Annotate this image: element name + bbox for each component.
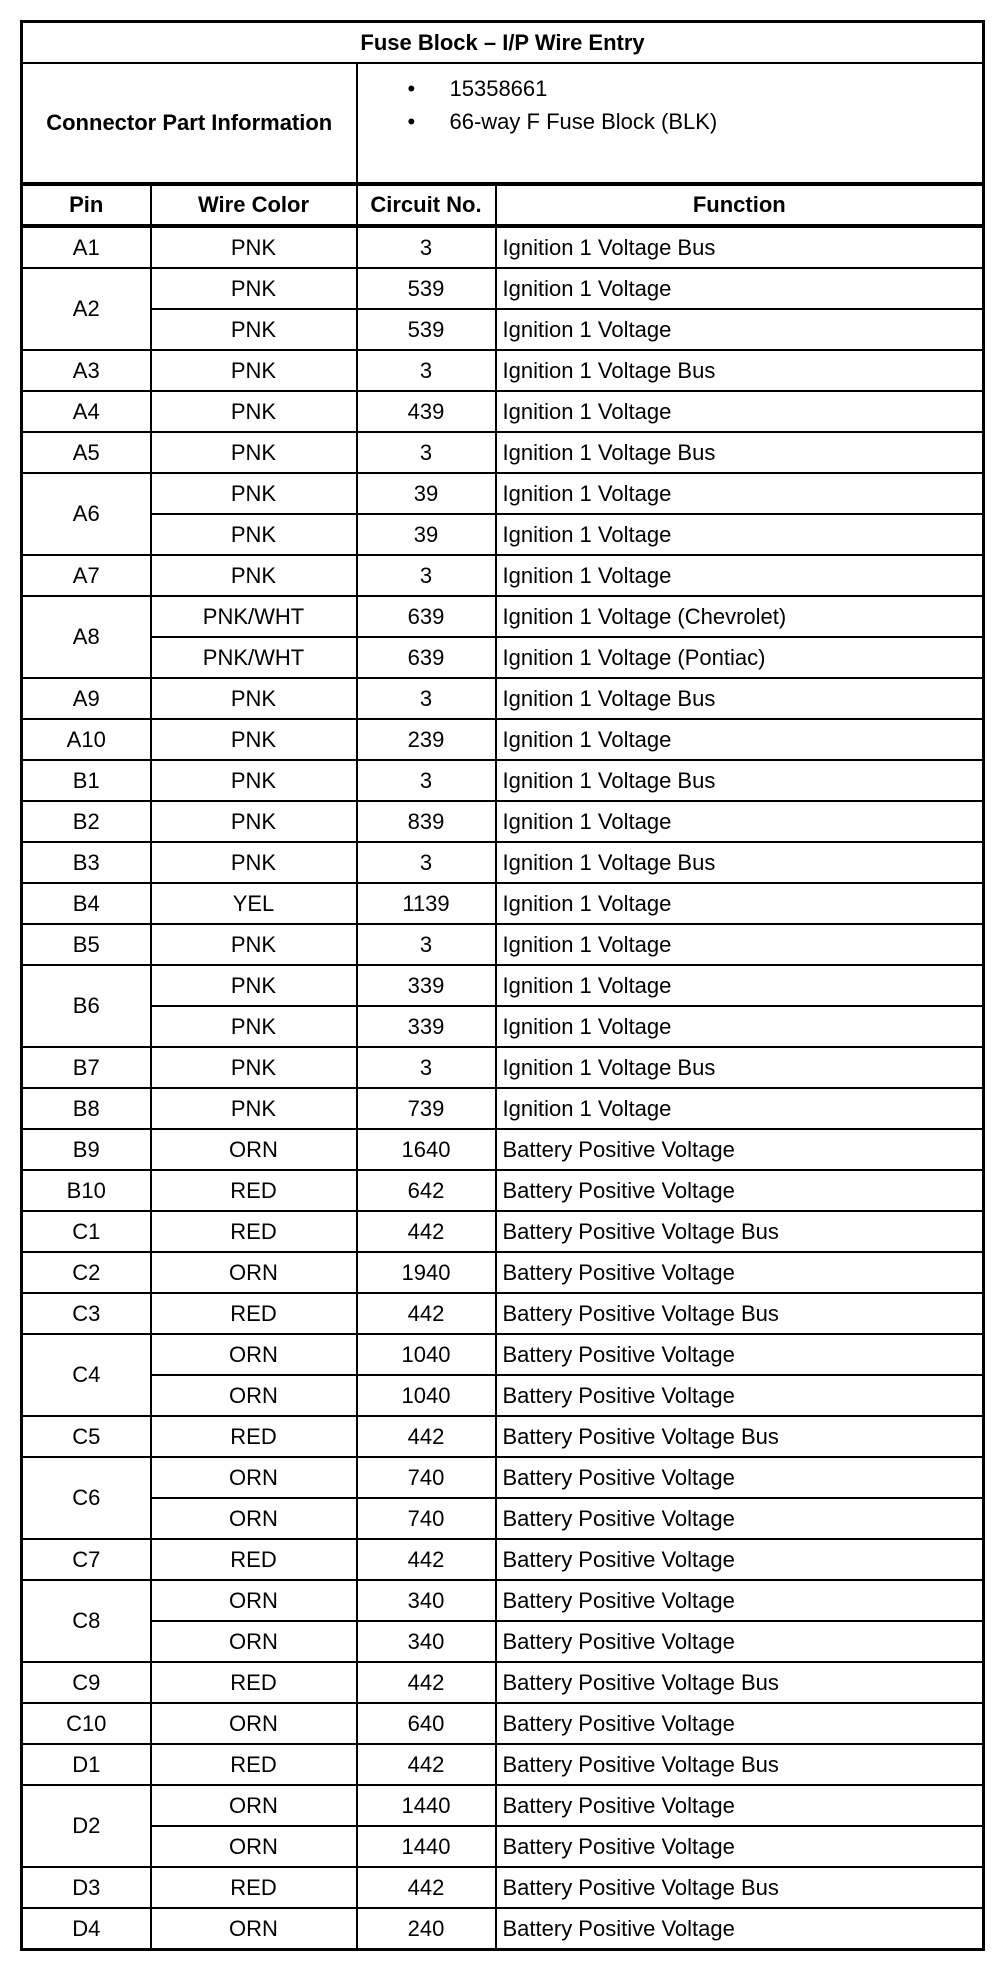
- table-row: [22, 1088, 984, 1129]
- wire-color-cell: PNK: [151, 1006, 357, 1047]
- function-cell: Battery Positive Voltage Bus: [496, 1416, 984, 1457]
- table-row: [22, 1785, 984, 1826]
- circuit-number-cell: 739: [357, 1088, 496, 1129]
- table-row: [22, 801, 984, 842]
- table-row: [22, 432, 984, 473]
- function-cell: Battery Positive Voltage: [496, 1252, 984, 1293]
- function-cell: Battery Positive Voltage: [496, 1908, 984, 1950]
- wire-color-cell: PNK: [151, 678, 357, 719]
- table-row: [22, 760, 984, 801]
- circuit-number-cell: 442: [357, 1416, 496, 1457]
- table-row: [22, 924, 984, 965]
- wire-color-cell: PNK: [151, 350, 357, 391]
- circuit-number-cell: 3: [357, 842, 496, 883]
- table-row: [22, 1416, 984, 1457]
- pin-cell: D4: [22, 1908, 151, 1950]
- circuit-number-cell: 639: [357, 637, 496, 678]
- circuit-number-cell: 340: [357, 1580, 496, 1621]
- pin-cell: C7: [22, 1539, 151, 1580]
- function-cell: Ignition 1 Voltage (Chevrolet): [496, 596, 984, 637]
- function-cell: Ignition 1 Voltage: [496, 965, 984, 1006]
- wire-color-cell: ORN: [151, 1703, 357, 1744]
- table-row: [22, 637, 984, 678]
- function-cell: Ignition 1 Voltage: [496, 309, 984, 350]
- circuit-number-cell: 240: [357, 1908, 496, 1950]
- table-row: [22, 883, 984, 924]
- circuit-number-cell: 740: [357, 1457, 496, 1498]
- pin-cell: A7: [22, 555, 151, 596]
- column-header-circuit-no: Circuit No.: [357, 184, 496, 226]
- function-cell: Ignition 1 Voltage Bus: [496, 1047, 984, 1088]
- column-header-function: Function: [496, 184, 984, 226]
- circuit-number-cell: 3: [357, 350, 496, 391]
- circuit-number-cell: 1040: [357, 1334, 496, 1375]
- function-cell: Ignition 1 Voltage Bus: [496, 842, 984, 883]
- circuit-number-cell: 3: [357, 924, 496, 965]
- pin-cell: C10: [22, 1703, 151, 1744]
- wire-color-cell: PNK: [151, 555, 357, 596]
- table-row: [22, 1703, 984, 1744]
- pin-cell: A6: [22, 473, 151, 555]
- function-cell: Ignition 1 Voltage: [496, 391, 984, 432]
- circuit-number-cell: 1040: [357, 1375, 496, 1416]
- function-cell: Ignition 1 Voltage: [496, 1088, 984, 1129]
- table-row: [22, 1662, 984, 1703]
- function-cell: Battery Positive Voltage: [496, 1703, 984, 1744]
- circuit-number-cell: 1440: [357, 1826, 496, 1867]
- table-row: [22, 309, 984, 350]
- pin-cell: B1: [22, 760, 151, 801]
- wire-color-cell: PNK: [151, 226, 357, 268]
- function-cell: Battery Positive Voltage Bus: [496, 1211, 984, 1252]
- wire-color-cell: ORN: [151, 1621, 357, 1662]
- pin-cell: C3: [22, 1293, 151, 1334]
- circuit-number-cell: 1940: [357, 1252, 496, 1293]
- function-cell: Battery Positive Voltage Bus: [496, 1293, 984, 1334]
- table-row: [22, 678, 984, 719]
- function-cell: Ignition 1 Voltage: [496, 473, 984, 514]
- table-row: [22, 1047, 984, 1088]
- function-cell: Ignition 1 Voltage Bus: [496, 226, 984, 268]
- circuit-number-cell: 442: [357, 1211, 496, 1252]
- circuit-number-cell: 740: [357, 1498, 496, 1539]
- table-row: [22, 1252, 984, 1293]
- table-row: [22, 1170, 984, 1211]
- wire-color-cell: PNK: [151, 760, 357, 801]
- pin-cell: B4: [22, 883, 151, 924]
- circuit-number-cell: 3: [357, 678, 496, 719]
- pin-cell: A4: [22, 391, 151, 432]
- circuit-number-cell: 439: [357, 391, 496, 432]
- pin-cell: A2: [22, 268, 151, 350]
- pin-cell: A10: [22, 719, 151, 760]
- table-row: [22, 1457, 984, 1498]
- wire-color-cell: PNK: [151, 1088, 357, 1129]
- wire-color-cell: RED: [151, 1211, 357, 1252]
- title-row: [22, 22, 984, 64]
- wire-color-cell: ORN: [151, 1498, 357, 1539]
- connector-info-list: [358, 72, 983, 138]
- connector-part-number: • 15358661: [408, 72, 983, 105]
- fuse-block-table: [20, 20, 985, 1951]
- function-cell: Ignition 1 Voltage Bus: [496, 432, 984, 473]
- circuit-number-cell: 442: [357, 1744, 496, 1785]
- wire-color-cell: PNK: [151, 719, 357, 760]
- function-cell: Battery Positive Voltage: [496, 1580, 984, 1621]
- wire-color-cell: ORN: [151, 1826, 357, 1867]
- table-row: [22, 596, 984, 637]
- circuit-number-cell: 39: [357, 473, 496, 514]
- circuit-number-cell: 1640: [357, 1129, 496, 1170]
- connector-description: • 66-way F Fuse Block (BLK): [408, 105, 983, 138]
- wire-color-cell: PNK: [151, 514, 357, 555]
- wire-color-cell: RED: [151, 1662, 357, 1703]
- pin-cell: A8: [22, 596, 151, 678]
- function-cell: Ignition 1 Voltage Bus: [496, 350, 984, 391]
- function-cell: Battery Positive Voltage: [496, 1621, 984, 1662]
- wire-color-cell: RED: [151, 1293, 357, 1334]
- circuit-number-cell: 239: [357, 719, 496, 760]
- circuit-number-cell: 3: [357, 1047, 496, 1088]
- function-cell: Ignition 1 Voltage: [496, 514, 984, 555]
- function-cell: Ignition 1 Voltage: [496, 719, 984, 760]
- table-row: [22, 719, 984, 760]
- table-row: [22, 1744, 984, 1785]
- circuit-number-cell: 839: [357, 801, 496, 842]
- function-cell: Battery Positive Voltage: [496, 1785, 984, 1826]
- wire-color-cell: PNK: [151, 924, 357, 965]
- pin-cell: A9: [22, 678, 151, 719]
- wire-color-cell: RED: [151, 1867, 357, 1908]
- wire-color-cell: PNK/WHT: [151, 637, 357, 678]
- table-row: [22, 1293, 984, 1334]
- circuit-number-cell: 1440: [357, 1785, 496, 1826]
- table-row: [22, 391, 984, 432]
- wire-color-cell: ORN: [151, 1785, 357, 1826]
- wire-color-cell: PNK: [151, 842, 357, 883]
- circuit-number-cell: 339: [357, 965, 496, 1006]
- wire-color-cell: ORN: [151, 1580, 357, 1621]
- table-row: [22, 1867, 984, 1908]
- wire-color-cell: ORN: [151, 1908, 357, 1950]
- circuit-number-cell: 442: [357, 1867, 496, 1908]
- function-cell: Battery Positive Voltage: [496, 1170, 984, 1211]
- circuit-number-cell: 3: [357, 760, 496, 801]
- wire-color-cell: ORN: [151, 1375, 357, 1416]
- circuit-number-cell: 539: [357, 309, 496, 350]
- column-header-row: [22, 184, 984, 226]
- function-cell: Ignition 1 Voltage: [496, 555, 984, 596]
- wire-color-cell: PNK: [151, 1047, 357, 1088]
- function-cell: Battery Positive Voltage: [496, 1457, 984, 1498]
- function-cell: Battery Positive Voltage: [496, 1539, 984, 1580]
- table-row: [22, 1211, 984, 1252]
- circuit-number-cell: 639: [357, 596, 496, 637]
- table-row: [22, 473, 984, 514]
- pin-cell: B3: [22, 842, 151, 883]
- function-cell: Battery Positive Voltage Bus: [496, 1867, 984, 1908]
- function-cell: Ignition 1 Voltage Bus: [496, 678, 984, 719]
- circuit-number-cell: 39: [357, 514, 496, 555]
- circuit-number-cell: 3: [357, 432, 496, 473]
- wire-color-cell: PNK: [151, 473, 357, 514]
- circuit-number-cell: 442: [357, 1662, 496, 1703]
- function-cell: Ignition 1 Voltage: [496, 801, 984, 842]
- wire-color-cell: PNK: [151, 432, 357, 473]
- wire-color-cell: ORN: [151, 1457, 357, 1498]
- wire-color-cell: PNK: [151, 801, 357, 842]
- function-cell: Battery Positive Voltage: [496, 1129, 984, 1170]
- pin-cell: B8: [22, 1088, 151, 1129]
- wire-color-cell: RED: [151, 1539, 357, 1580]
- pin-cell: C6: [22, 1457, 151, 1539]
- table-row: [22, 965, 984, 1006]
- wire-color-cell: RED: [151, 1170, 357, 1211]
- table-row: [22, 1006, 984, 1047]
- pin-cell: B9: [22, 1129, 151, 1170]
- circuit-number-cell: 3: [357, 226, 496, 268]
- circuit-number-cell: 442: [357, 1293, 496, 1334]
- function-cell: Ignition 1 Voltage (Pontiac): [496, 637, 984, 678]
- wire-color-cell: RED: [151, 1744, 357, 1785]
- table-row: [22, 1908, 984, 1950]
- function-cell: Battery Positive Voltage Bus: [496, 1744, 984, 1785]
- circuit-number-cell: 642: [357, 1170, 496, 1211]
- pin-cell: C8: [22, 1580, 151, 1662]
- circuit-number-cell: 640: [357, 1703, 496, 1744]
- wire-color-cell: PNK: [151, 965, 357, 1006]
- column-header-pin: Pin: [22, 184, 151, 226]
- function-cell: Ignition 1 Voltage: [496, 1006, 984, 1047]
- function-cell: Ignition 1 Voltage: [496, 924, 984, 965]
- pin-cell: D1: [22, 1744, 151, 1785]
- pin-cell: C2: [22, 1252, 151, 1293]
- table-row: [22, 555, 984, 596]
- table-row: [22, 842, 984, 883]
- pin-cell: B2: [22, 801, 151, 842]
- table-row: [22, 1539, 984, 1580]
- connector-info-values: [357, 63, 984, 184]
- pin-cell: B10: [22, 1170, 151, 1211]
- table-row: [22, 1826, 984, 1867]
- wire-color-cell: YEL: [151, 883, 357, 924]
- pin-cell: C5: [22, 1416, 151, 1457]
- circuit-number-cell: 442: [357, 1539, 496, 1580]
- connector-info-row: [22, 63, 984, 184]
- pin-cell: A3: [22, 350, 151, 391]
- table-row: [22, 268, 984, 309]
- function-cell: Battery Positive Voltage: [496, 1498, 984, 1539]
- pin-rows: [22, 226, 984, 1950]
- wire-color-cell: PNK: [151, 268, 357, 309]
- table-row: [22, 1498, 984, 1539]
- table-row: [22, 350, 984, 391]
- wire-color-cell: PNK/WHT: [151, 596, 357, 637]
- function-cell: Ignition 1 Voltage: [496, 883, 984, 924]
- circuit-number-cell: 340: [357, 1621, 496, 1662]
- table-row: [22, 514, 984, 555]
- table-row: [22, 1621, 984, 1662]
- connector-info-label: Connector Part Information: [22, 63, 357, 184]
- function-cell: Battery Positive Voltage Bus: [496, 1662, 984, 1703]
- table-row: [22, 1580, 984, 1621]
- circuit-number-cell: 539: [357, 268, 496, 309]
- pin-cell: A5: [22, 432, 151, 473]
- function-cell: Battery Positive Voltage: [496, 1334, 984, 1375]
- pin-cell: D3: [22, 1867, 151, 1908]
- function-cell: Battery Positive Voltage: [496, 1826, 984, 1867]
- function-cell: Ignition 1 Voltage: [496, 268, 984, 309]
- wire-color-cell: PNK: [151, 309, 357, 350]
- column-header-wire-color: Wire Color: [151, 184, 357, 226]
- pin-cell: B6: [22, 965, 151, 1047]
- circuit-number-cell: 1139: [357, 883, 496, 924]
- pin-cell: C9: [22, 1662, 151, 1703]
- table-row: [22, 1129, 984, 1170]
- table-title: Fuse Block – I/P Wire Entry: [22, 22, 984, 64]
- wire-color-cell: ORN: [151, 1334, 357, 1375]
- wire-color-cell: ORN: [151, 1252, 357, 1293]
- pin-cell: A1: [22, 226, 151, 268]
- wire-color-cell: RED: [151, 1416, 357, 1457]
- function-cell: Battery Positive Voltage: [496, 1375, 984, 1416]
- function-cell: Ignition 1 Voltage Bus: [496, 760, 984, 801]
- pin-cell: D2: [22, 1785, 151, 1867]
- pin-cell: C1: [22, 1211, 151, 1252]
- circuit-number-cell: 339: [357, 1006, 496, 1047]
- pin-cell: C4: [22, 1334, 151, 1416]
- wire-color-cell: PNK: [151, 391, 357, 432]
- table-row: [22, 1334, 984, 1375]
- table-row: [22, 1375, 984, 1416]
- circuit-number-cell: 3: [357, 555, 496, 596]
- pin-cell: B7: [22, 1047, 151, 1088]
- table-row: [22, 226, 984, 268]
- wire-color-cell: ORN: [151, 1129, 357, 1170]
- pin-cell: B5: [22, 924, 151, 965]
